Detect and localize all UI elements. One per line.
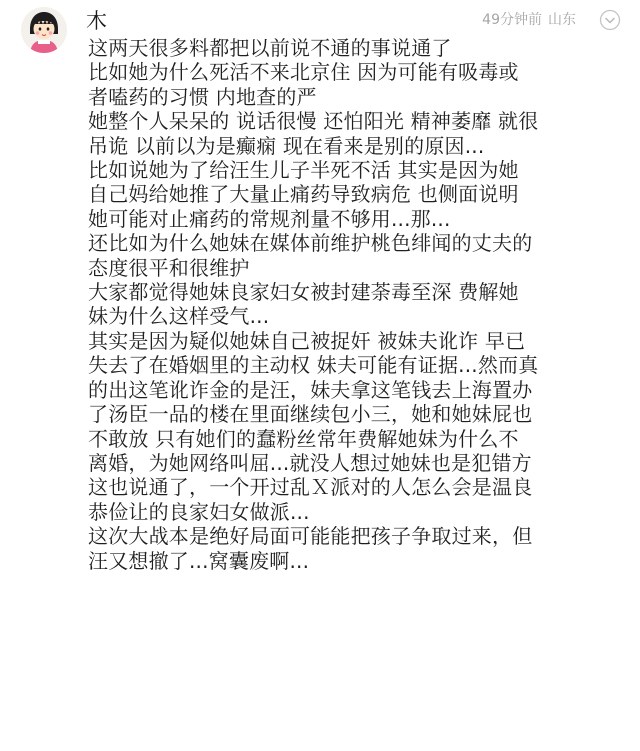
content-line: 恭俭让的良家妇女做派...	[88, 499, 310, 524]
content-line: 大家都觉得她妹良家妇女被封建荼毒至深 费解她	[88, 280, 519, 305]
content-line: 者嗑药的习惯 内地查的严	[88, 84, 317, 109]
content-line: 她可能对止痛药的常规剂量不够用...那...	[88, 206, 451, 231]
avatar[interactable]	[21, 7, 67, 53]
username[interactable]: 木	[86, 9, 107, 33]
avatar-cartoon-girl-icon	[21, 7, 67, 53]
chevron-down-icon[interactable]	[599, 9, 621, 31]
content-line: 态度很平和很维护	[88, 255, 250, 280]
content-line: 了汤臣一品的楼在里面继续包小三，她和她妹屁也	[88, 402, 533, 427]
content-line: 吊诡 以前以为是癫痫 现在看来是别的原因...	[88, 133, 485, 158]
content-line: 这也说通了，一个开过乱Ｘ派对的人怎么会是温良	[88, 475, 533, 500]
content-line: 汪又想撤了...窝囊废啊...	[88, 548, 310, 573]
content-line: 失去了在婚姻里的主动权 妹夫可能有证据...然而真	[88, 353, 539, 378]
content-line: 这两天很多料都把以前说不通的事说通了	[88, 36, 452, 60]
content-line: 这次大战本是绝好局面可能能把孩子争取过来，但	[88, 524, 533, 549]
post-meta	[482, 11, 576, 29]
content-line: 自己妈给她推了大量止痛药导致病危 也侧面说明	[88, 182, 519, 207]
content-line: 比如说她为了给汪生儿子半死不活 其实是因为她	[88, 158, 519, 183]
content-line: 不敢放 只有她们的蠢粉丝常年费解她妹为什么不	[88, 426, 519, 451]
content-line: 妹为什么这样受气...	[88, 304, 270, 329]
content-line: 其实是因为疑似她妹自己被捉奸 被妹夫讹诈 早已	[88, 328, 526, 353]
content-line: 比如她为什么死活不来北京住 因为可能有吸毒或	[88, 60, 519, 85]
post-location: 山东	[548, 12, 576, 28]
content-line: 的出这笔讹诈金的是汪，妹夫拿这笔钱去上海置办	[88, 377, 533, 402]
post-content	[88, 36, 628, 573]
content-line: 她整个人呆呆的 说话很慢 还怕阳光 精神萎靡 就很	[88, 109, 539, 134]
content-line: 还比如为什么她妹在媒体前维护桃色绯闻的丈夫的	[88, 231, 533, 256]
post-time: 49分钟前	[482, 12, 542, 28]
content-line: 离婚，为她网络叫屈...就没人想过她妹也是犯错方	[88, 450, 532, 475]
